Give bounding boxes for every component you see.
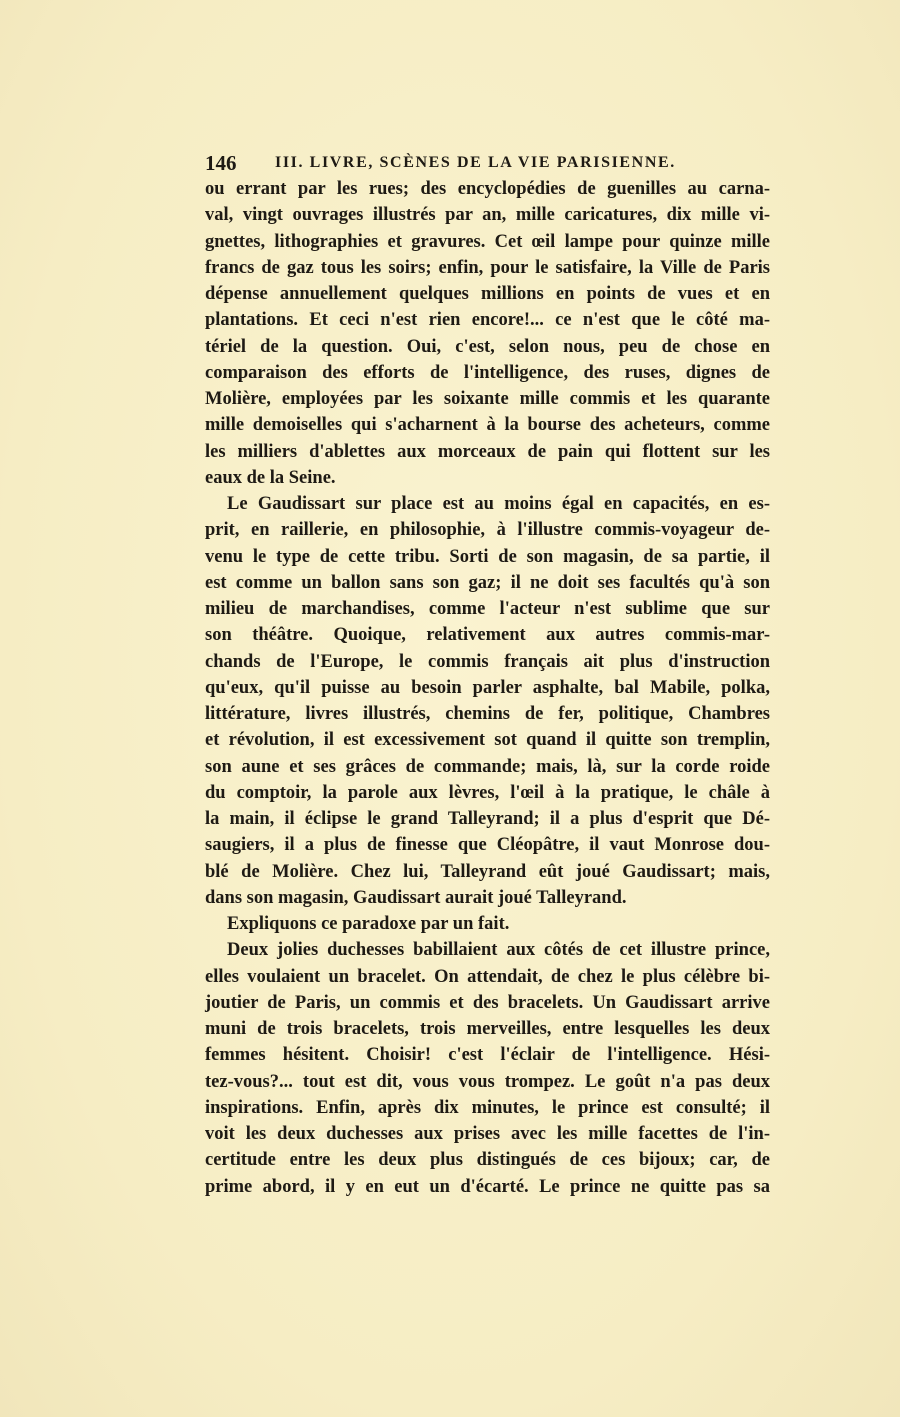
text-line: tez-vous?... tout est dit, vous vous trompez. Le goût n'a pas deux bbox=[205, 1071, 770, 1092]
running-title: III. LIVRE, SCÈNES DE LA VIE PARISIENNE. bbox=[275, 154, 676, 171]
running-header bbox=[205, 149, 770, 177]
text-line: certitude entre les deux plus distingués de ces bijoux; car, de bbox=[205, 1150, 770, 1171]
page-number: 146 bbox=[205, 151, 237, 175]
text-line: elles voulaient un bracelet. On attendait, de chez le plus célèbre bi- bbox=[205, 966, 770, 987]
text-line: Molière, employées par les soixante mille commis et les quarante bbox=[205, 389, 770, 409]
text-line: et révolution, il est excessivement sot quand il quitte son tremplin, bbox=[205, 730, 770, 751]
body-text bbox=[205, 176, 770, 1200]
text-line: saugiers, il a plus de finesse que Cléopâtre, il vaut Monrose dou- bbox=[205, 835, 770, 856]
text-line: voit les deux duchesses aux prises avec les mille facettes de l'in- bbox=[205, 1124, 770, 1144]
text-line: les milliers d'ablettes aux morceaux de pain qui flottent sur les bbox=[205, 441, 770, 462]
text-line: eaux de la Seine. bbox=[205, 467, 336, 488]
text-line: milieu de marchandises, comme l'acteur n'est sublime que sur bbox=[205, 599, 770, 619]
paragraph-start-line: Le Gaudissart sur place est au moins égal en capacités, en es- bbox=[227, 494, 770, 514]
text-line: joutier de Paris, un commis et des bracelets. Un Gaudissart arrive bbox=[205, 992, 770, 1013]
text-line: son aune et ses grâces de commande; mais, là, sur la corde roide bbox=[205, 756, 770, 777]
text-line: femmes hésitent. Choisir! c'est l'éclair de l'intelligence. Hési- bbox=[205, 1045, 770, 1066]
text-line: qu'eux, qu'il puisse au besoin parler asphalte, bal Mabile, polka, bbox=[205, 677, 770, 698]
text-line: mille demoiselles qui s'acharnent à la bourse des acheteurs, comme bbox=[205, 415, 770, 436]
text-line: la main, il éclipse le grand Talleyrand; il a plus d'esprit que Dé- bbox=[205, 809, 770, 829]
text-line: gnettes, lithographies et gravures. Cet œil lampe pour quinze mille bbox=[205, 231, 770, 252]
text-line: son théâtre. Quoique, relativement aux autres commis-mar- bbox=[205, 625, 770, 646]
text-line: chands de l'Europe, le commis français ait plus d'instruction bbox=[205, 651, 770, 672]
text-line: dans son magasin, Gaudissart aurait joué Talleyrand. bbox=[205, 887, 627, 908]
text-line: muni de trois bracelets, trois merveilles, entre lesquelles les deux bbox=[205, 1019, 770, 1039]
text-line: venu le type de cette tribu. Sorti de son magasin, de sa partie, il bbox=[205, 546, 770, 567]
text-line: ou errant par les rues; des encyclopédies de guenilles au carna- bbox=[205, 179, 770, 199]
text-line: inspirations. Enfin, après dix minutes, le prince est consulté; il bbox=[205, 1097, 770, 1118]
paragraph-start-line: Expliquons ce paradoxe par un fait. bbox=[227, 914, 510, 934]
text-line: tériel de la question. Oui, c'est, selon nous, peu de chose en bbox=[205, 336, 770, 357]
text-line: littérature, livres illustrés, chemins de fer, politique, Chambres bbox=[205, 704, 770, 724]
text-line: blé de Molière. Chez lui, Talleyrand eût joué Gaudissart; mais, bbox=[205, 861, 770, 882]
text-line: comparaison des efforts de l'intelligence, des ruses, dignes de bbox=[205, 362, 770, 383]
text-line: prime abord, il y en eut un d'écarté. Le prince ne quitte pas sa bbox=[205, 1176, 770, 1197]
paragraph-start-line: Deux jolies duchesses babillaient aux côtés de cet illustre prince, bbox=[227, 940, 770, 961]
text-line: dépense annuellement quelques millions en points de vues et en bbox=[205, 284, 770, 304]
text-line: du comptoir, la parole aux lèvres, l'œil à la pratique, le châle à bbox=[205, 782, 770, 803]
text-line: prit, en raillerie, en philosophie, à l'illustre commis-voyageur de- bbox=[205, 520, 770, 541]
text-line: est comme un ballon sans son gaz; il ne doit ses facultés qu'à son bbox=[205, 572, 770, 593]
text-line: val, vingt ouvrages illustrés par an, mille caricatures, dix mille vi- bbox=[205, 205, 770, 226]
text-line: plantations. Et ceci n'est rien encore!... ce n'est que le côté ma- bbox=[205, 310, 770, 331]
text-line: francs de gaz tous les soirs; enfin, pour le satisfaire, la Ville de Paris bbox=[205, 257, 770, 278]
